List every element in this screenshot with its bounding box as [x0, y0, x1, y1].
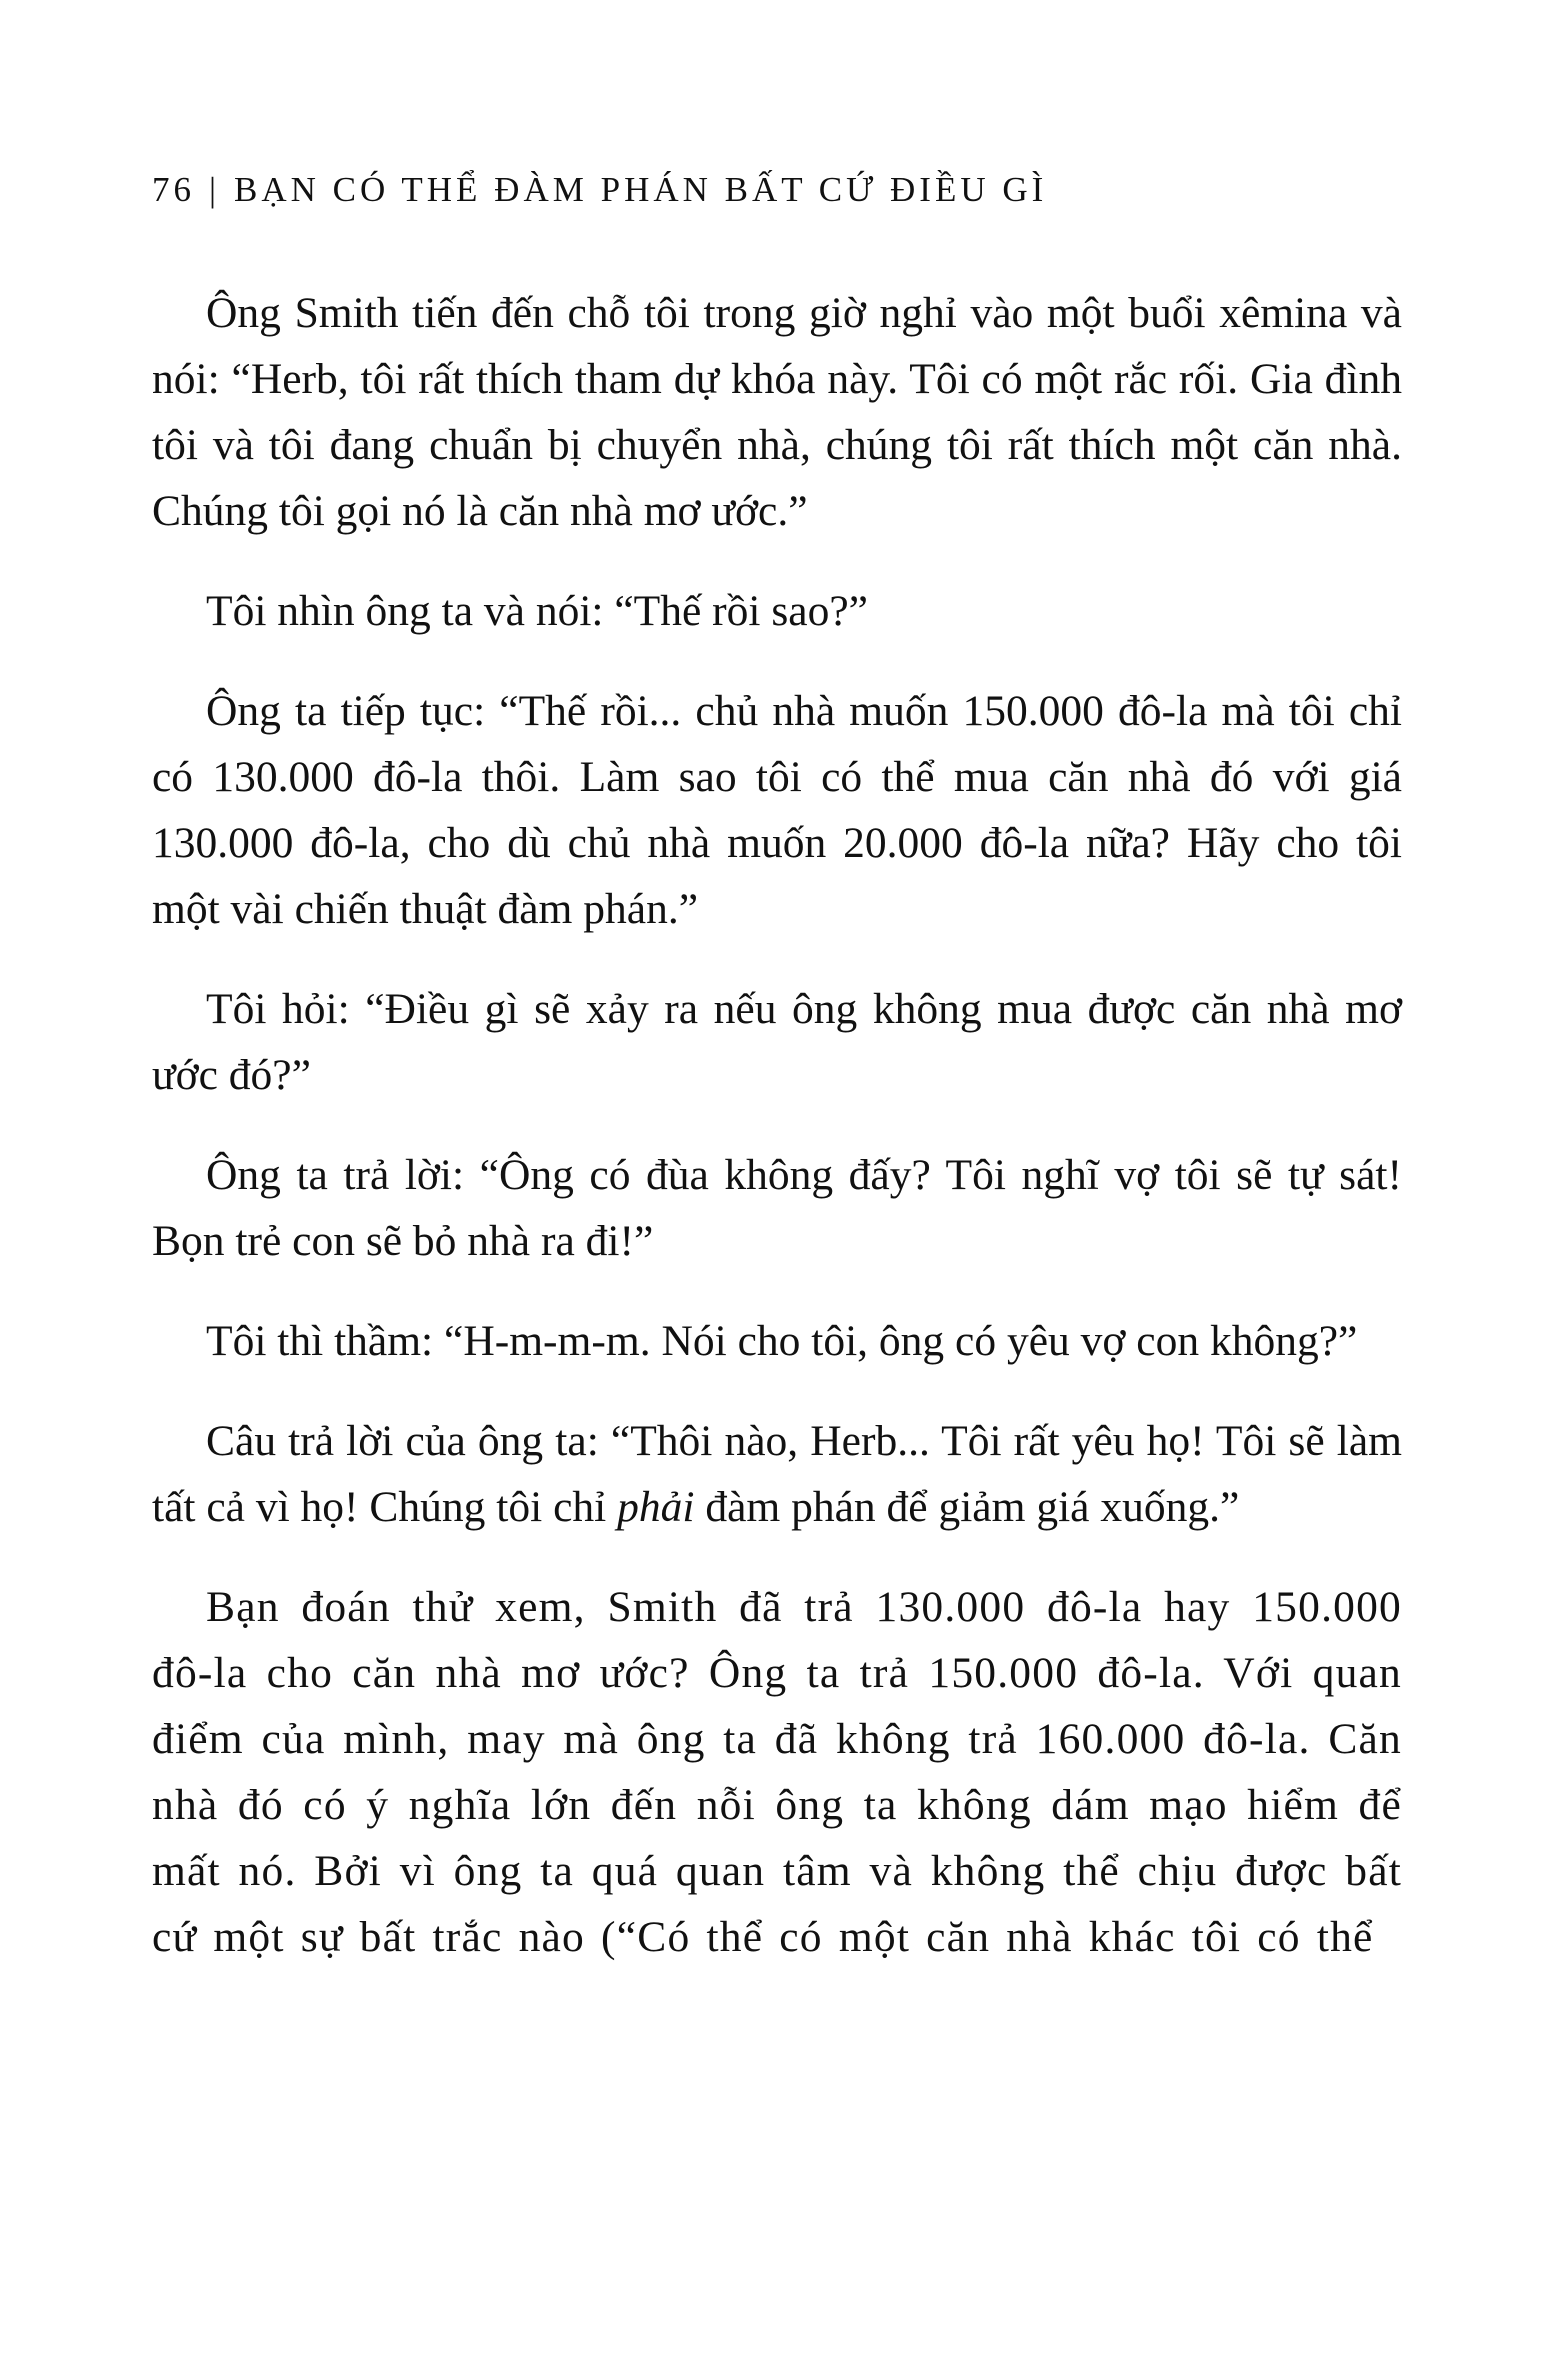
paragraph: Tôi hỏi: “Điều gì sẽ xảy ra nếu ông không mua được căn nhà mơ ước đó?”: [152, 985, 1402, 1099]
paragraph: [152, 1408, 1402, 1540]
body-text: [152, 280, 1402, 2004]
paragraph: Bạn đoán thử xem, Smith đã trả 130.000 đô-la hay 150.000 đô-la cho căn nhà mơ ước? Ông ta trả 150.000 đô-la. Với quan điểm của mình, may mà ông ta đã không trả 160.000 đô-la. Căn nhà đó có ý nghĩa lớn đến nỗi ông ta không dám mạo hiểm để mất nó. Bởi vì ông ta quá quan tâm và không thể chịu được bất cứ một sự bất trắc nào (“Có thể có một căn nhà khác tôi có thể: [152, 1583, 1402, 1961]
book-title: BẠN CÓ THỂ ĐÀM PHÁN BẤT CỨ ĐIỀU GÌ: [234, 170, 1048, 209]
paragraph-text: đàm phán để giảm giá xuống.”: [694, 1483, 1240, 1531]
paragraph: Tôi nhìn ông ta và nói: “Thế rồi sao?”: [206, 587, 868, 635]
paragraph: Ông ta trả lời: “Ông có đùa không đấy? Tôi nghĩ vợ tôi sẽ tự sát! Bọn trẻ con sẽ bỏ nhà ra đi!”: [152, 1151, 1402, 1265]
header-separator: |: [209, 170, 221, 209]
page-number: 76: [152, 170, 195, 209]
emphasized-word: phải: [617, 1483, 695, 1531]
paragraph: Tôi thì thầm: “H-m-m-m. Nói cho tôi, ông có yêu vợ con không?”: [206, 1317, 1358, 1365]
paragraph: Ông Smith tiến đến chỗ tôi trong giờ nghỉ vào một buổi xêmina và nói: “Herb, tôi rất thích tham dự khóa này. Tôi có một rắc rối. Gia đình tôi và tôi đang chuẩn bị chuyển nhà, chúng tôi rất thích một căn nhà. Chúng tôi gọi nó là căn nhà mơ ước.”: [152, 289, 1402, 535]
paragraph: Ông ta tiếp tục: “Thế rồi... chủ nhà muốn 150.000 đô-la mà tôi chỉ có 130.000 đô-la thôi. Làm sao tôi có thể mua căn nhà đó với giá 130.000 đô-la, cho dù chủ nhà muốn 20.000 đô-la nữa? Hãy cho tôi một vài chiến thuật đàm phán.”: [152, 687, 1402, 933]
running-header: [152, 170, 1047, 210]
paragraph-text: Câu trả lời của ông ta: “Thôi nào, Herb... Tôi rất yêu họ! Tôi sẽ làm tất cả vì họ! Chúng tôi chỉ: [152, 1417, 1402, 1531]
